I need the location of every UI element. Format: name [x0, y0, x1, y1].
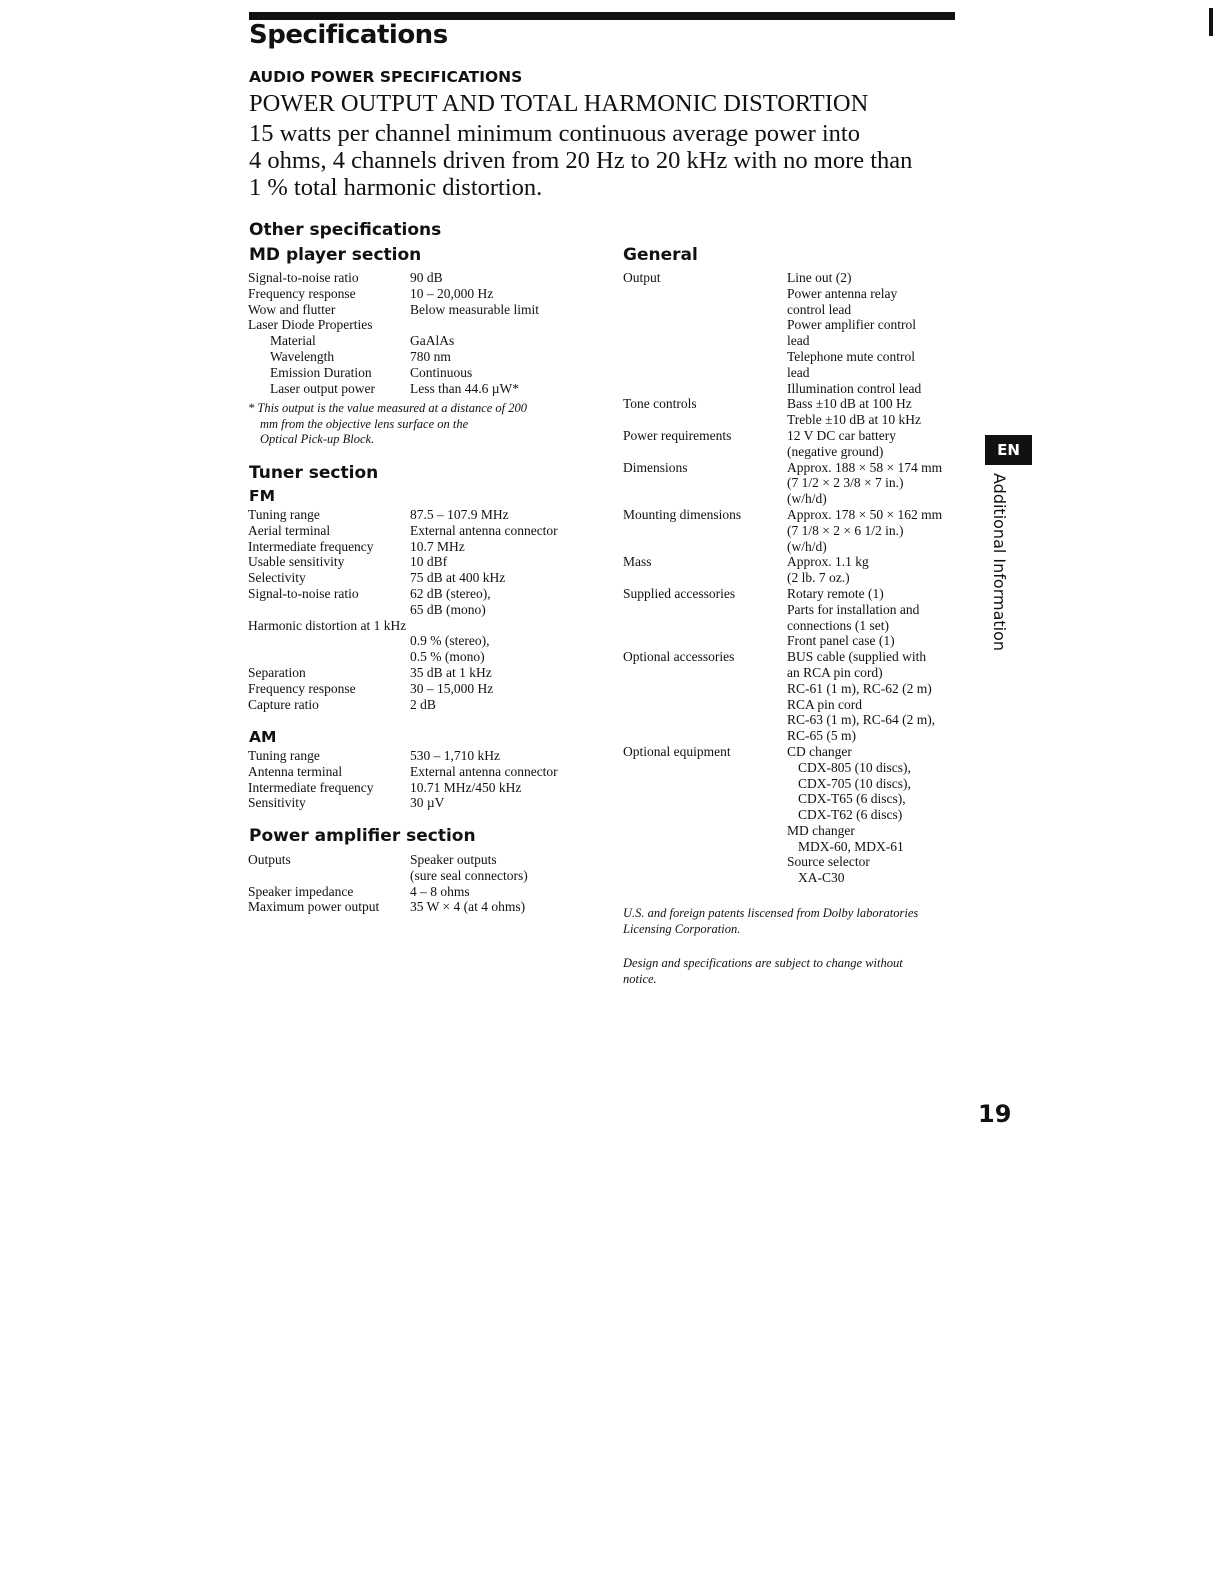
spec-label: Intermediate frequency — [248, 538, 374, 554]
spec-value: 0.9 % (stereo), — [410, 633, 490, 649]
audio-power-heading: AUDIO POWER SPECIFICATIONS — [249, 68, 523, 86]
spec-row — [248, 523, 608, 539]
spec-row — [623, 807, 963, 823]
spec-row — [623, 728, 963, 744]
spec-row — [623, 633, 963, 649]
spec-value: Front panel case (1) — [787, 633, 895, 649]
spec-value: RC-61 (1 m), RC-62 (2 m) — [787, 680, 932, 696]
spec-value: Line out (2) — [787, 270, 852, 285]
spec-row — [623, 317, 963, 333]
page-title: Specifications — [249, 20, 448, 50]
spec-value: Source selector — [787, 854, 870, 870]
spec-value: RC-65 (5 m) — [787, 728, 856, 744]
spec-value: Below measurable limit — [410, 301, 539, 317]
spec-row — [248, 868, 608, 884]
spec-label: Separation — [248, 664, 306, 680]
spec-row — [623, 712, 963, 728]
spec-value: 0.5 % (mono) — [410, 649, 485, 665]
spec-value: 10 dBf — [410, 554, 448, 570]
patent-note — [623, 906, 918, 937]
spec-row — [248, 270, 608, 286]
power-line-3: 1 % total harmonic distortion. — [249, 174, 543, 201]
spec-label: Harmonic distortion at 1 kHz — [248, 617, 407, 633]
spec-value: Approx. 188 × 58 × 174 mm — [787, 459, 943, 475]
spec-value: lead — [787, 364, 810, 380]
spec-row — [623, 523, 963, 539]
top-rule — [249, 12, 955, 20]
spec-row — [623, 507, 963, 523]
spec-row — [248, 507, 608, 523]
spec-label: Material — [270, 333, 316, 349]
spec-row — [623, 302, 963, 318]
spec-row — [248, 633, 608, 649]
spec-label: Output — [623, 270, 661, 285]
spec-row — [623, 665, 963, 681]
spec-label: Antenna terminal — [248, 763, 343, 779]
spec-label: Tuning range — [248, 748, 320, 763]
spec-value: Power amplifier control — [787, 317, 916, 333]
spec-value: (7 1/2 × 2 3/8 × 7 in.) — [787, 475, 904, 491]
spec-value: 10.71 MHz/450 kHz — [410, 779, 522, 795]
spec-value: (negative ground) — [787, 443, 884, 459]
spec-row — [248, 365, 608, 381]
spec-row — [248, 618, 608, 634]
spec-row — [248, 764, 608, 780]
spec-value: connections (1 set) — [787, 617, 889, 633]
patent-note-line: Licensing Corporation. — [623, 921, 741, 936]
change-note-line: notice. — [623, 971, 657, 986]
spec-value: CDX-805 (10 discs), — [798, 759, 911, 775]
spec-row — [623, 412, 963, 428]
spec-value: Less than 44.6 µW* — [410, 380, 520, 396]
spec-value: GaAlAs — [410, 333, 455, 349]
spec-label: Supplied accessories — [623, 585, 736, 601]
power-amplifier-heading: Power amplifier section — [249, 826, 476, 846]
spec-label: Frequency response — [248, 285, 356, 301]
spec-value: 90 dB — [410, 270, 443, 285]
spec-row — [248, 697, 608, 713]
spec-label: Signal-to-noise ratio — [248, 270, 359, 285]
spec-row — [623, 681, 963, 697]
spec-row — [623, 744, 963, 760]
spec-value: 65 dB (mono) — [410, 601, 486, 617]
general-specs — [623, 270, 963, 886]
power-line-2: 4 ohms, 4 channels driven from 20 Hz to 20 kHz with no more than — [249, 147, 913, 174]
spec-value: Treble ±10 dB at 10 kHz — [787, 412, 922, 428]
spec-value: CD changer — [787, 743, 852, 759]
spec-row — [623, 570, 963, 586]
spec-value: RC-63 (1 m), RC-64 (2 m), — [787, 712, 936, 728]
fm-heading: FM — [249, 487, 276, 505]
spec-row — [248, 681, 608, 697]
spec-value: MDX-60, MDX-61 — [798, 838, 904, 854]
tuner-heading: Tuner section — [249, 463, 379, 483]
am-heading: AM — [249, 728, 277, 746]
spec-value: Power antenna relay — [787, 285, 898, 301]
change-note-line: Design and specifications are subject to change without — [623, 956, 903, 970]
spec-value: Approx. 178 × 50 × 162 mm — [787, 506, 943, 522]
spec-value: an RCA pin cord) — [787, 664, 883, 680]
spec-label: Mass — [623, 554, 652, 570]
spec-value: 2 dB — [410, 696, 436, 712]
spec-value: 30 µV — [410, 795, 445, 811]
spec-value: 35 W × 4 (at 4 ohms) — [410, 899, 526, 915]
spec-label: Wow and flutter — [248, 301, 336, 317]
spec-value: 75 dB at 400 kHz — [410, 570, 506, 586]
spec-row — [623, 839, 963, 855]
spec-value: 62 dB (stereo), — [410, 585, 491, 601]
spec-row — [248, 586, 608, 602]
spec-label: Mounting dimensions — [623, 506, 742, 522]
spec-label: Tone controls — [623, 396, 697, 412]
spec-value: CDX-T65 (6 discs), — [798, 791, 906, 807]
spec-row — [248, 286, 608, 302]
spec-label: Emission Duration — [270, 364, 372, 380]
spec-value: 10.7 MHz — [410, 538, 465, 554]
spec-row — [248, 649, 608, 665]
spec-row — [248, 795, 608, 811]
spec-label: Frequency response — [248, 680, 356, 696]
spec-label: Signal-to-noise ratio — [248, 585, 359, 601]
spec-row — [623, 428, 963, 444]
spec-label: Laser output power — [270, 380, 375, 396]
spec-row — [623, 760, 963, 776]
spec-label: Power requirements — [623, 427, 732, 443]
spec-label: Selectivity — [248, 570, 306, 586]
spec-row — [623, 460, 963, 476]
spec-row — [248, 602, 608, 618]
spec-label: Capture ratio — [248, 696, 319, 712]
spec-value: (w/h/d) — [787, 491, 827, 507]
general-heading: General — [623, 245, 698, 265]
spec-row — [623, 776, 963, 792]
spec-row — [623, 854, 963, 870]
spec-row — [248, 899, 608, 915]
spec-value: External antenna connector — [410, 522, 558, 538]
spec-label: Laser Diode Properties — [248, 317, 373, 333]
spec-value: Telephone mute control — [787, 348, 916, 364]
edge-mark — [1209, 8, 1213, 36]
spec-row — [623, 270, 963, 286]
spec-row — [623, 365, 963, 381]
patent-note-line: U.S. and foreign patents liscensed from Dolby laboratories — [623, 906, 919, 920]
spec-value: 12 V DC car battery — [787, 427, 896, 443]
spec-row — [623, 602, 963, 618]
spec-value: Parts for installation and — [787, 601, 920, 617]
spec-row — [623, 396, 963, 412]
spec-value: 530 – 1,710 kHz — [410, 748, 500, 763]
spec-row — [623, 618, 963, 634]
spec-row — [623, 444, 963, 460]
spec-label: Intermediate frequency — [248, 779, 374, 795]
spec-value: Rotary remote (1) — [787, 585, 884, 601]
laser-footnote — [248, 401, 527, 448]
spec-row — [623, 823, 963, 839]
change-note — [623, 956, 903, 987]
spec-value: Bass ±10 dB at 100 Hz — [787, 396, 912, 412]
spec-row — [623, 649, 963, 665]
section-side-label: Additional Information — [990, 473, 1009, 652]
spec-row — [623, 870, 963, 886]
spec-row — [248, 381, 608, 397]
spec-label: Usable sensitivity — [248, 554, 345, 570]
spec-label: Sensitivity — [248, 795, 306, 811]
spec-value: (2 lb. 7 oz.) — [787, 570, 850, 586]
spec-row — [623, 539, 963, 555]
md-player-specs — [248, 270, 608, 396]
footnote-line: mm from the objective lens surface on the — [260, 416, 469, 431]
spec-row — [623, 791, 963, 807]
spec-row — [248, 333, 608, 349]
spec-row — [248, 302, 608, 318]
spec-label: Optional equipment — [623, 743, 731, 759]
spec-row — [248, 317, 608, 333]
spec-row — [623, 697, 963, 713]
spec-row — [248, 554, 608, 570]
spec-value: External antenna connector — [410, 763, 558, 779]
spec-value: lead — [787, 333, 810, 349]
md-player-heading: MD player section — [249, 245, 422, 265]
spec-row — [623, 554, 963, 570]
other-specifications-heading: Other specifications — [249, 220, 442, 240]
spec-row — [248, 748, 608, 764]
spec-label: Maximum power output — [248, 899, 380, 915]
spec-value: Speaker outputs — [410, 852, 497, 867]
spec-label: Wavelength — [270, 348, 335, 364]
spec-value: BUS cable (supplied with — [787, 649, 927, 665]
spec-row — [248, 349, 608, 365]
footnote-line: Optical Pick-up Block. — [260, 432, 375, 446]
spec-value: 10 – 20,000 Hz — [410, 285, 494, 301]
spec-label: Tuning range — [248, 507, 320, 522]
spec-value: Illumination control lead — [787, 380, 922, 396]
spec-value: Approx. 1.1 kg — [787, 554, 869, 570]
spec-value: 780 nm — [410, 348, 451, 364]
spec-label: Speaker impedance — [248, 883, 354, 899]
spec-value: 87.5 – 107.9 MHz — [410, 507, 509, 522]
fm-specs — [248, 507, 608, 712]
spec-value: 4 – 8 ohms — [410, 883, 470, 899]
spec-row — [248, 852, 608, 868]
spec-row — [623, 333, 963, 349]
spec-value: Continuous — [410, 364, 473, 380]
power-line-1: 15 watts per channel minimum continuous average power into — [249, 120, 860, 147]
spec-row — [248, 570, 608, 586]
spec-row — [623, 286, 963, 302]
spec-value: 30 – 15,000 Hz — [410, 680, 494, 696]
power-amplifier-specs — [248, 852, 608, 915]
spec-value: XA-C30 — [798, 870, 845, 886]
power-output-title: POWER OUTPUT AND TOTAL HARMONIC DISTORTION — [249, 90, 869, 117]
spec-label: Optional accessories — [623, 649, 735, 665]
spec-value: (w/h/d) — [787, 538, 827, 554]
spec-value: MD changer — [787, 822, 855, 838]
spec-value: (7 1/8 × 2 × 6 1/2 in.) — [787, 522, 904, 538]
spec-row — [248, 539, 608, 555]
page-number: 19 — [978, 1100, 1012, 1128]
am-specs — [248, 748, 608, 811]
spec-row — [248, 780, 608, 796]
spec-row — [623, 475, 963, 491]
spec-value: RCA pin cord — [787, 696, 863, 712]
spec-label: Dimensions — [623, 459, 688, 475]
spec-row — [623, 381, 963, 397]
language-tab-en: EN — [985, 435, 1032, 465]
spec-label: Aerial terminal — [248, 522, 331, 538]
spec-row — [623, 586, 963, 602]
spec-value: CDX-T62 (6 discs) — [798, 807, 903, 823]
spec-row — [623, 491, 963, 507]
spec-value: CDX-705 (10 discs), — [798, 775, 911, 791]
spec-row — [248, 884, 608, 900]
spec-row — [248, 665, 608, 681]
footnote-line: * This output is the value measured at a distance of 200 — [248, 401, 528, 415]
spec-value: 35 dB at 1 kHz — [410, 664, 492, 680]
spec-value: control lead — [787, 301, 852, 317]
spec-value: (sure seal connectors) — [410, 867, 528, 883]
spec-label: Outputs — [248, 852, 291, 867]
spec-row — [623, 349, 963, 365]
